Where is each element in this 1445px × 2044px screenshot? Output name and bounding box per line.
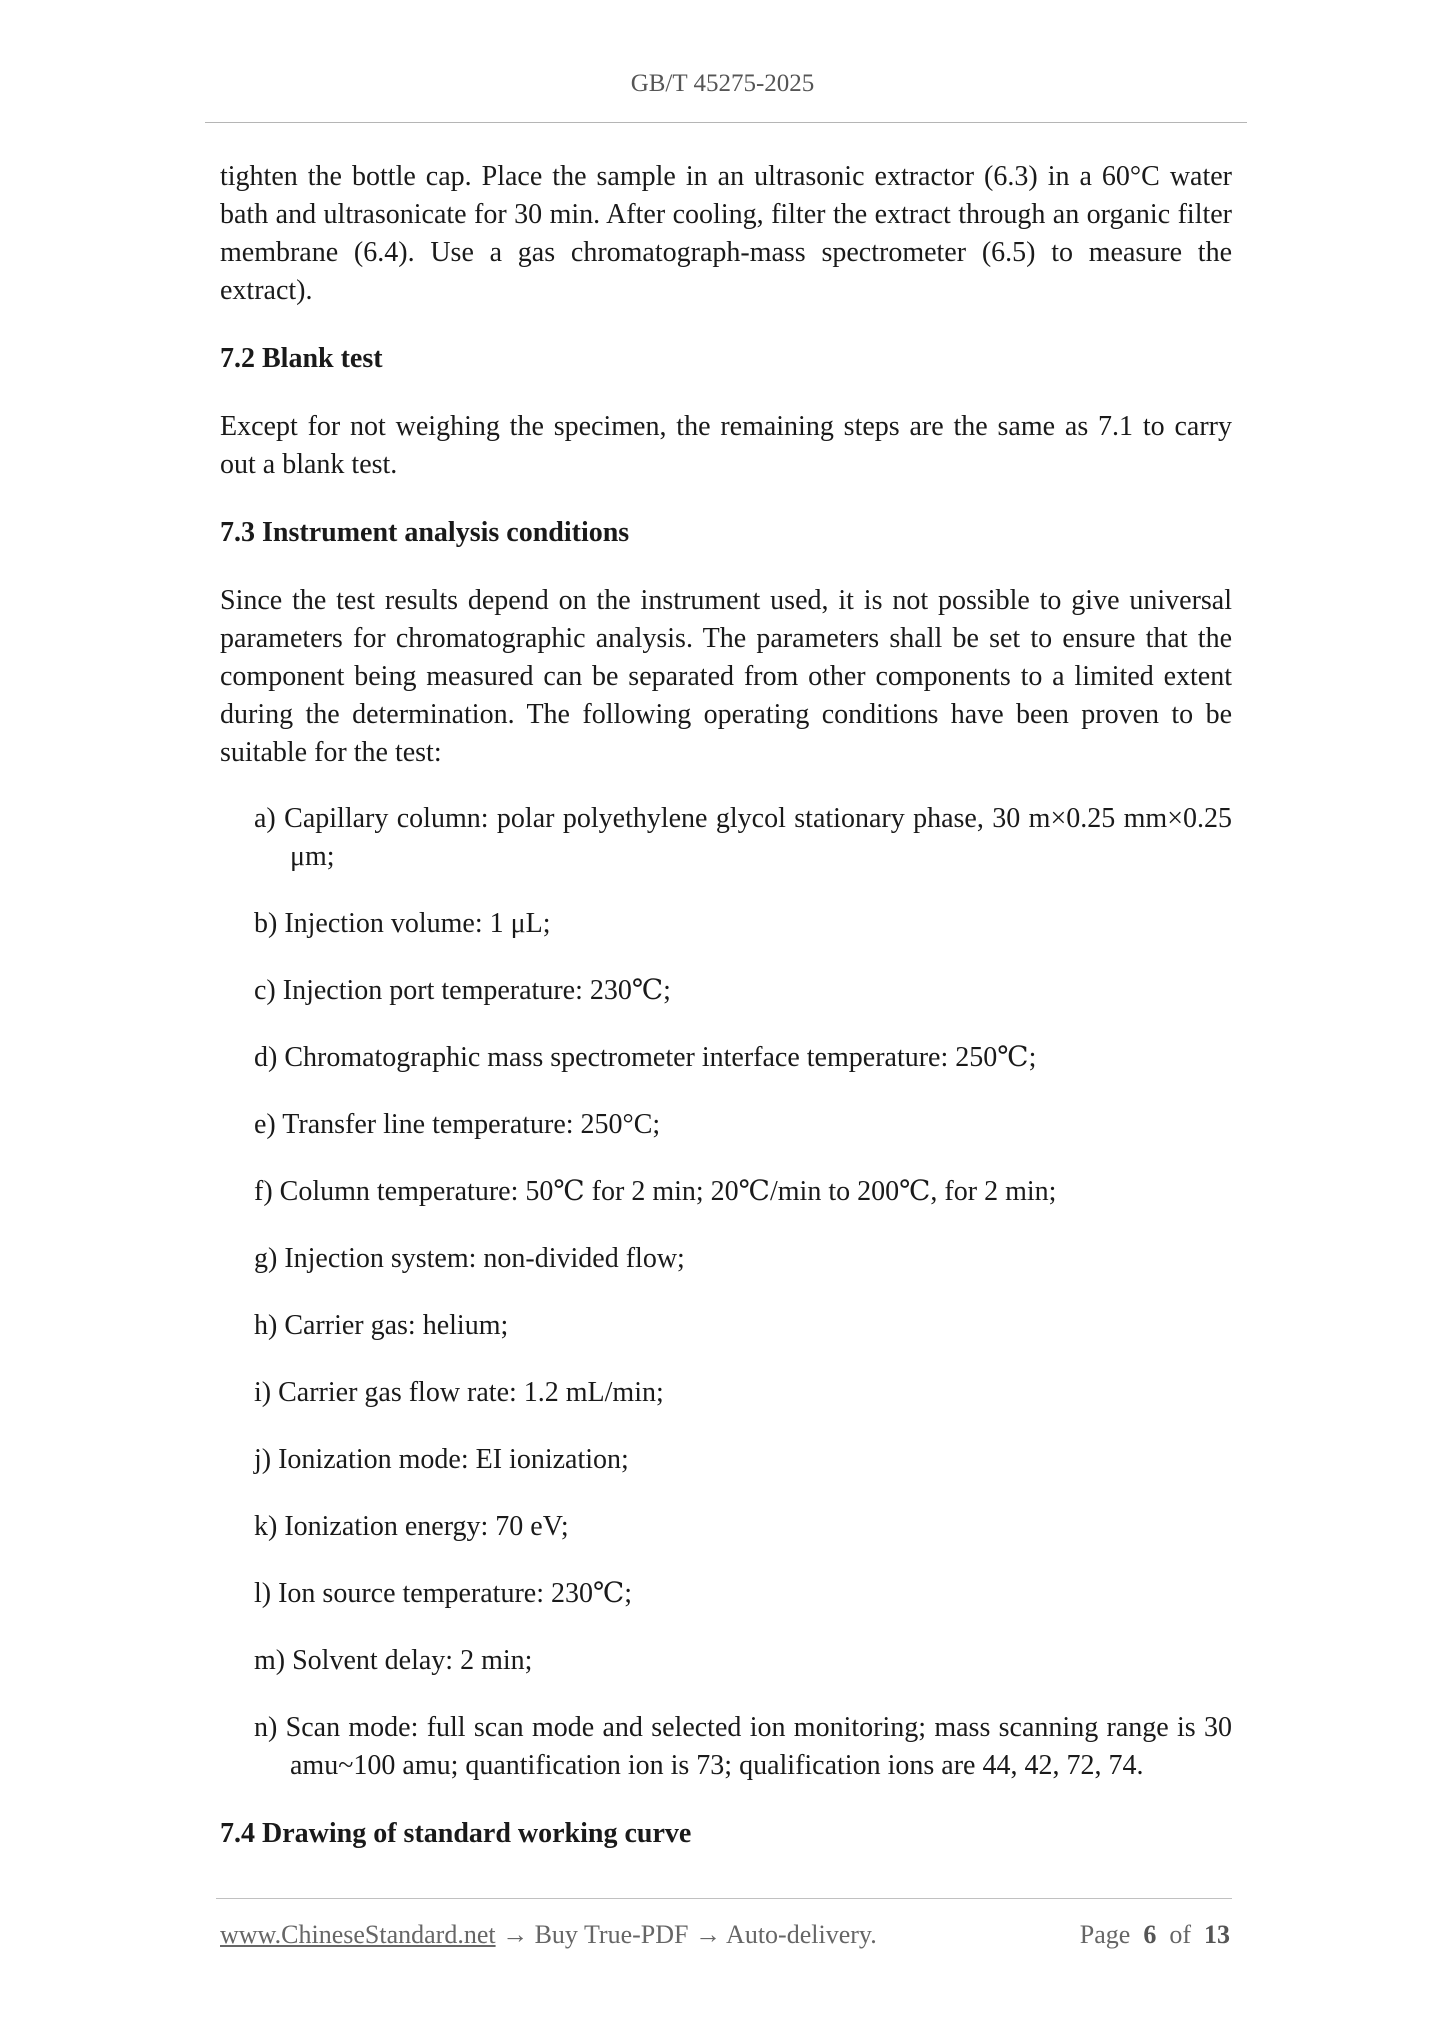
page-content: [220, 158, 1232, 1853]
list-item: m) Solvent delay: 2 min;: [254, 1645, 533, 1676]
total-pages-number: 13: [1204, 1920, 1230, 1949]
list-item: l) Ion source temperature: 230℃;: [254, 1578, 633, 1609]
list-item: d) Chromatographic mass spectrometer interface temperature: 250℃;: [254, 1042, 1037, 1073]
section-7-4-heading: 7.4 Drawing of standard working curve: [220, 1818, 692, 1849]
list-item: j) Ionization mode: EI ionization;: [254, 1444, 629, 1475]
list-item: n) Scan mode: full scan mode and selected ion monitoring; mass scanning range is 30 amu~100 amu; quantification ion is 73; qualification ions are 44, 42, 72, 74.: [254, 1712, 1232, 1781]
list-item: f) Column temperature: 50℃ for 2 min; 20℃/min to 200℃, for 2 min;: [254, 1176, 1057, 1207]
list-item: b) Injection volume: 1 μL;: [254, 908, 551, 939]
header-divider: [205, 122, 1247, 123]
footer-promo-text: → Buy True-PDF → Auto-delivery.: [495, 1920, 877, 1949]
document-header: GB/T 45275-2025: [630, 70, 815, 97]
list-item: a) Capillary column: polar polyethylene glycol stationary phase, 30 m×0.25 mm×0.25 μm;: [254, 803, 1232, 872]
footer-promo: [220, 1920, 877, 1950]
section-7-3-paragraph: Since the test results depend on the instrument used, it is not possible to give universal parameters for chromatographic analysis. The parameters shall be set to ensure that the component being measured can be separated from other components to a limited extent during the determination. The following operating conditions have been proven to be suitable for the test:: [220, 585, 1232, 768]
list-item: k) Ionization energy: 70 eV;: [254, 1511, 569, 1542]
list-item: e) Transfer line temperature: 250°C;: [254, 1109, 661, 1140]
list-item: c) Injection port temperature: 230℃;: [254, 975, 671, 1006]
list-item: i) Carrier gas flow rate: 1.2 mL/min;: [254, 1377, 664, 1408]
current-page-number: 6: [1143, 1920, 1157, 1949]
chinesestandard-link[interactable]: www.ChineseStandard.net: [220, 1920, 496, 1949]
section-7-2-heading: 7.2 Blank test: [220, 343, 383, 374]
conditions-list: [220, 800, 1232, 1785]
page-number: [1080, 1920, 1230, 1950]
page-label: Page: [1079, 1920, 1131, 1949]
intro-paragraph: tighten the bottle cap. Place the sample in an ultrasonic extractor (6.3) in a 60°C water bath and ultrasonicate for 30 min. After cooling, filter the extract through an organic filter membrane (6.4). Use a gas chromatograph-mass spectrometer (6.5) to measure the extract).: [220, 161, 1232, 306]
section-7-3-heading: 7.3 Instrument analysis conditions: [220, 517, 630, 548]
of-label: of: [1169, 1920, 1191, 1949]
list-item: g) Injection system: non-divided flow;: [254, 1243, 685, 1274]
section-7-2-paragraph: Except for not weighing the specimen, the remaining steps are the same as 7.1 to carry out a blank test.: [220, 411, 1232, 480]
footer-divider: [216, 1898, 1232, 1899]
list-item: h) Carrier gas: helium;: [254, 1310, 509, 1341]
